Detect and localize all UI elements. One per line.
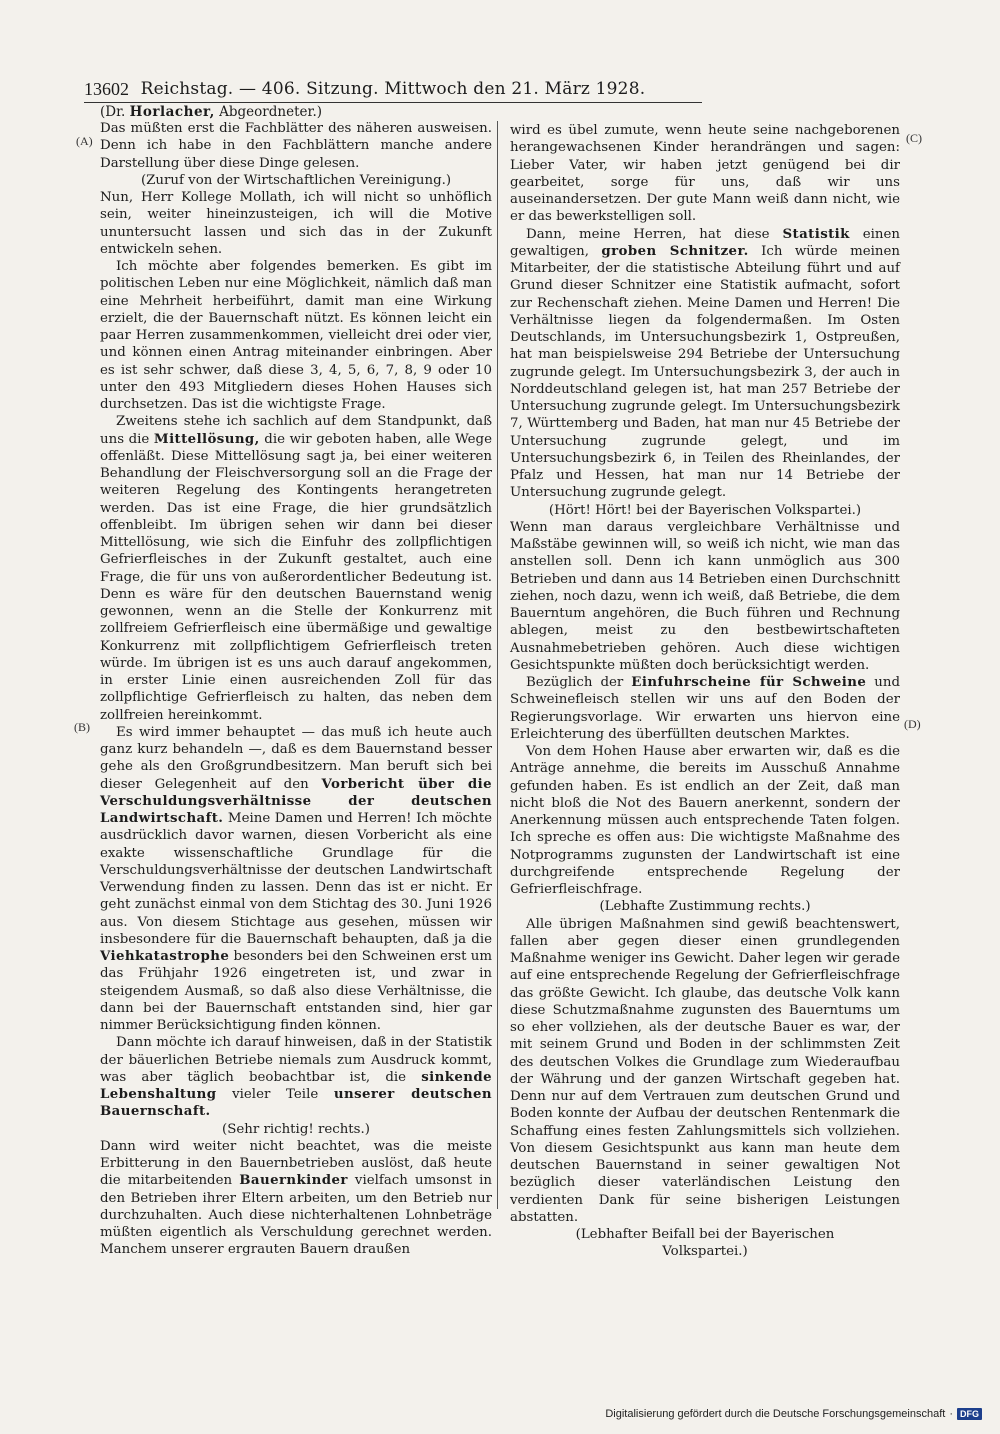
paragraph	[510, 226, 900, 502]
interjection: Volkspartei.)	[662, 1244, 748, 1260]
text-run: und Schweinefleisch stellen wir uns auf den Boden der Regierungsvorlage. Wir erwarten uns hiervon eine Erleichterung des überfüllten deutschen Marktes.	[510, 675, 900, 742]
text-run: einen gewaltigen,	[510, 226, 900, 259]
speaker-prefix: (Dr.	[100, 104, 130, 120]
text-run: Bezüglich der	[526, 675, 632, 690]
paragraph	[100, 1034, 492, 1120]
paragraph	[100, 413, 492, 724]
paragraph: Alle übrigen Maßnahmen sind gewiß beachtenswert, fallen aber gegen dieser einen grundlegenden Maßnahme weniger ins Gewicht. Daher legen wir gerade auf eine entsprechende Regelung der Gefrierfleischfrage das größte Gewicht. Ich glaube, das deutsche Volk kann diese Schutzmaßnahme zugunsten des Bauerntums um so eher vollziehen, als der deutsche Bauer es war, der mit seinem Grund und Boden in der schlimmsten Zeit des deutschen Volkes die Grundlage zum Wiederaufbau der Währung und der ganzen Wirtschaft gegeben hat. Denn nur auf dem Vertrauen zum deutschen Grund und Boden konnte der Aufbau der deutschen Rentenmark die Schaffung eines festen Zahlungsmittels sich vollziehen. Von diesem Gesichtspunkt aus kann man heute dem deutschen Bauernstand in seiner gewaltigen Not bezüglich dieser vaterländischen Leistung den verdienten Dank für seine bisherigen Leistungen abstatten.	[510, 916, 900, 1225]
emphasis: unserer deutschen Bauernschaft.	[100, 1086, 492, 1120]
emphasis: Viehkatastrophe	[100, 948, 230, 964]
speaker-role: Abgeordneter.)	[214, 104, 323, 120]
paragraph	[510, 674, 900, 743]
text-run: vielfach umsonst in den Betrieben ihrer Eltern arbeiten, um den Betrieb nur durchzuhalten. Auch diese nichterhaltenen Lohnbeträge müßten eigentlich als Verschuldung gerechnet werden. Manchem unserer ergrauten Bauern draußen	[100, 1173, 492, 1258]
emphasis: Einfuhrscheine für Schweine	[631, 674, 867, 690]
emphasis: groben Schnitzer.	[601, 242, 749, 259]
text-run: Dann wird weiter nicht beachtet, was die meiste Erbitterung in den Bauernbetrieben auslöst, daß heute die mitarbeitenden	[100, 1138, 492, 1189]
interjection: (Sehr richtig! rechts.)	[222, 1121, 370, 1137]
right-column	[510, 122, 900, 1261]
page-title: Reichstag. — 406. Sitzung. Mittwoch den 21. März 1928.	[140, 79, 646, 99]
interjection: (Hört! Hört! bei der Bayerischen Volkspartei.)	[548, 502, 862, 518]
dfg-logo-icon: DFG	[957, 1408, 982, 1420]
paragraph: Nun, Herr Kollege Mollath, ich will nicht so unhöflich sein, weiter hineinzusteigen, ich will die Motive ununtersucht lassen und sich das in der Zukunft entwickeln sehen.	[100, 190, 492, 257]
paragraph: Wenn man daraus vergleichbare Verhältnisse und Maßstäbe gewinnen will, so weiß ich nicht, wie man das anstellen soll. Denn ich kann unmöglich aus 300 Betrieben und dann aus 14 Betrieben einen Durchschnitt ziehen, noch dazu, wenn ich weiß, daß Betriebe, die dem Bauerntum angehören, die Buch führen und Rechnung ablegen, meist zu den bestbewirtschafteten Ausnahmebetrieben gehören. Auch diese wichtigen Gesichtspunkte müßten doch berücksichtigt werden.	[510, 519, 900, 673]
paragraph	[100, 724, 492, 1035]
paragraph: Das müßten erst die Fachblätter des näheren ausweisen. Denn ich habe in den Fachblättern manche andere Darstellung über diese Dinge gelesen.	[100, 121, 492, 171]
emphasis: Mittellösung,	[153, 430, 260, 447]
emphasis: Bauernkinder	[239, 1172, 348, 1189]
footer-text: Digitalisierung gefördert durch die Deutsche Forschungsgemeinschaft	[605, 1408, 946, 1420]
paragraph: wird es übel zumute, wenn heute seine nachgeborenen herangewachsenen Kinder herandrängen und sagen: Lieber Vater, wir haben jetzt genügend bei dir gearbeitet, sorge für uns, daß wir uns auseinandersetzen. Der gute Mann weiß dann nicht, wie er das bewerkstelligen soll.	[510, 123, 900, 225]
text-run: Dann, meine Herren, hat diese	[526, 226, 783, 242]
speaker-name: Horlacher,	[129, 104, 215, 120]
margin-mark-c: (C)	[906, 131, 922, 145]
page-number: 13602	[84, 79, 129, 99]
paragraph	[100, 1138, 492, 1259]
emphasis: sinkende Lebenshaltung	[100, 1068, 492, 1102]
emphasis: Statistik	[782, 225, 850, 242]
page-header	[84, 78, 702, 103]
interjection: (Lebhafter Beifall bei der Bayerischen	[575, 1227, 835, 1242]
margin-mark-a: (A)	[76, 134, 93, 148]
text-run: Es wird immer behauptet — das muß ich heute auch ganz kurz behandeln —, daß es dem Bauernstand besser gehe als den Großgrundbesitzern. Man beruft sich bei dieser Gelegenheit auf den	[100, 724, 492, 792]
text-run: besonders bei den Schweinen erst um das Frühjahr 1926 eingetreten ist, und zwar in steigendem Ausmaß, so daß also diese Verhältnisse, die dann bei der Bauernschaft entstanden sind, hier gar nimmer Berücksichtigung finden können.	[100, 949, 492, 1033]
interjection: (Lebhafte Zustimmung rechts.)	[599, 899, 811, 915]
paragraph: Ich möchte aber folgendes bemerken. Es gibt im politischen Leben nur eine Möglichkeit, nämlich daß man eine Mehrheit herbeiführt, damit man eine Wirkung erzielt, die der Bauernschaft nützt. Es können leicht ein paar Herren zusammenkommen, vielleicht drei oder vier, und können einen Antrag miteinander einbringen. Aber es ist sehr schwer, daß diese 3, 4, 5, 6, 7, 8, 9 oder 10 unter den 493 Mitgliedern dieses Hohen Hauses sich durchsetzen. Das ist die wichtigste Frage.	[100, 259, 492, 412]
emphasis: Vorbericht über die Verschuldungsverhältnisse der deutschen Landwirtschaft.	[100, 775, 492, 826]
left-column	[100, 120, 492, 1259]
column-divider	[497, 121, 498, 1209]
paragraph: Von dem Hohen Hause aber erwarten wir, daß es die Anträge annehme, die bereits im Ausschuß Annahme gefunden haben. Es ist endlich an der Zeit, daß man nicht bloß die Not des Bauern anerkennt, sondern der Anerkennung müssen auch entsprechende Taten folgen. Ich spreche es offen aus: Die wichtigste Maßnahme des Notprogramms zugunsten der Landwirtschaft ist eine durchgreifende entsprechende Regelung der Gefrierfleischfrage.	[510, 744, 900, 897]
digitization-footer: Digitalisierung gefördert durch die Deutsche Forschungsgemeinschaft · DFG	[605, 1408, 982, 1420]
text-run: vieler Teile	[216, 1087, 334, 1102]
text-run: Zweitens stehe ich sachlich auf dem Standpunkt, daß uns die	[100, 414, 492, 447]
text-run: Ich würde meinen Mitarbeiter, der die statistische Abteilung führt und auf Grund dieser Schnitzer eine Statistik aufmacht, sofort zur Rechenschaft ziehen. Meine Damen und Herren! Die Verhältnisse liegen da folgendermaßen. Im Osten Deutschlands, im Untersuchungsbezirk 1, Ostpreußen, hat man beispielsweise 294 Betriebe der Untersuchung zugrunde gelegt. Im Untersuchungsbezirk 3, der auch in Norddeutschland gelegen ist, hat man 257 Betriebe der Untersuchung zugrunde gelegt. Im Untersuchungsbezirk 7, Württemberg und Baden, hat man nur 45 Betriebe der Untersuchung zugrunde gelegt, und im Untersuchungsbezirk 6, in Teilen des Rheinlandes, der Pfalz und Hessen, hat man nur 14 Betriebe der Untersuchung zugrunde gelegt.	[510, 243, 900, 501]
text-run: die wir geboten haben, alle Wege offenläßt. Diese Mittellösung sagt ja, bei einer weiteren Behandlung der Fleischversorgung soll an die Frage der weiteren Regelung des Kontingents herangetreten werden. Das ist eine Frage, die hier grundsätzlich offenbleibt. Im übrigen sehen wir dann bei dieser Mittellösung, wie sich die Einfuhr des zollpflichtigen Gefrierfleisches in der Zukunft gestaltet, auch eine Frage, die für uns von außerordentlicher Bedeutung ist. Denn es wäre für den deutschen Bauernstand wenig gewonnen, wenn an die Stelle der Konkurrenz mit zollfreiem Gefrierfleisch eine übermäßige und gewaltige Konkurrenz mit zollpflichtigem Gefrierfleisch treten würde. Im übrigen ist es uns auch darauf angekommen, in erster Linie einen ausreichenden Zoll für das zollpflichtige Gefrierfleisch zu halten, das neben dem zollfreien hereinkommt.	[100, 431, 492, 723]
text-run: Meine Damen und Herren! Ich möchte ausdrücklich davor warnen, diesen Vorbericht als eine exakte wissenschaftliche Grundlage für die Verschuldungsverhältnisse der deutschen Landwirtschaft Verwendung finden zu lassen. Denn das ist er nicht. Er geht zunächst einmal von dem Stichtag des 30. Juni 1926 aus. Von diesem Stichtage aus gesehen, müssen wir insbesondere für die Bauernschaft behaupten, daß ja die	[100, 811, 492, 947]
margin-mark-d: (D)	[904, 717, 921, 731]
speaker-line	[100, 104, 322, 120]
text-run: Dann möchte ich darauf hinweisen, daß in der Statistik der bäuerlichen Betriebe niemals zum Ausdruck kommt, was aber täglich beobachtbar ist, die	[100, 1035, 492, 1085]
margin-mark-b: (B)	[74, 720, 90, 734]
interjection: (Zuruf von der Wirtschaftlichen Vereinigung.)	[140, 172, 452, 188]
